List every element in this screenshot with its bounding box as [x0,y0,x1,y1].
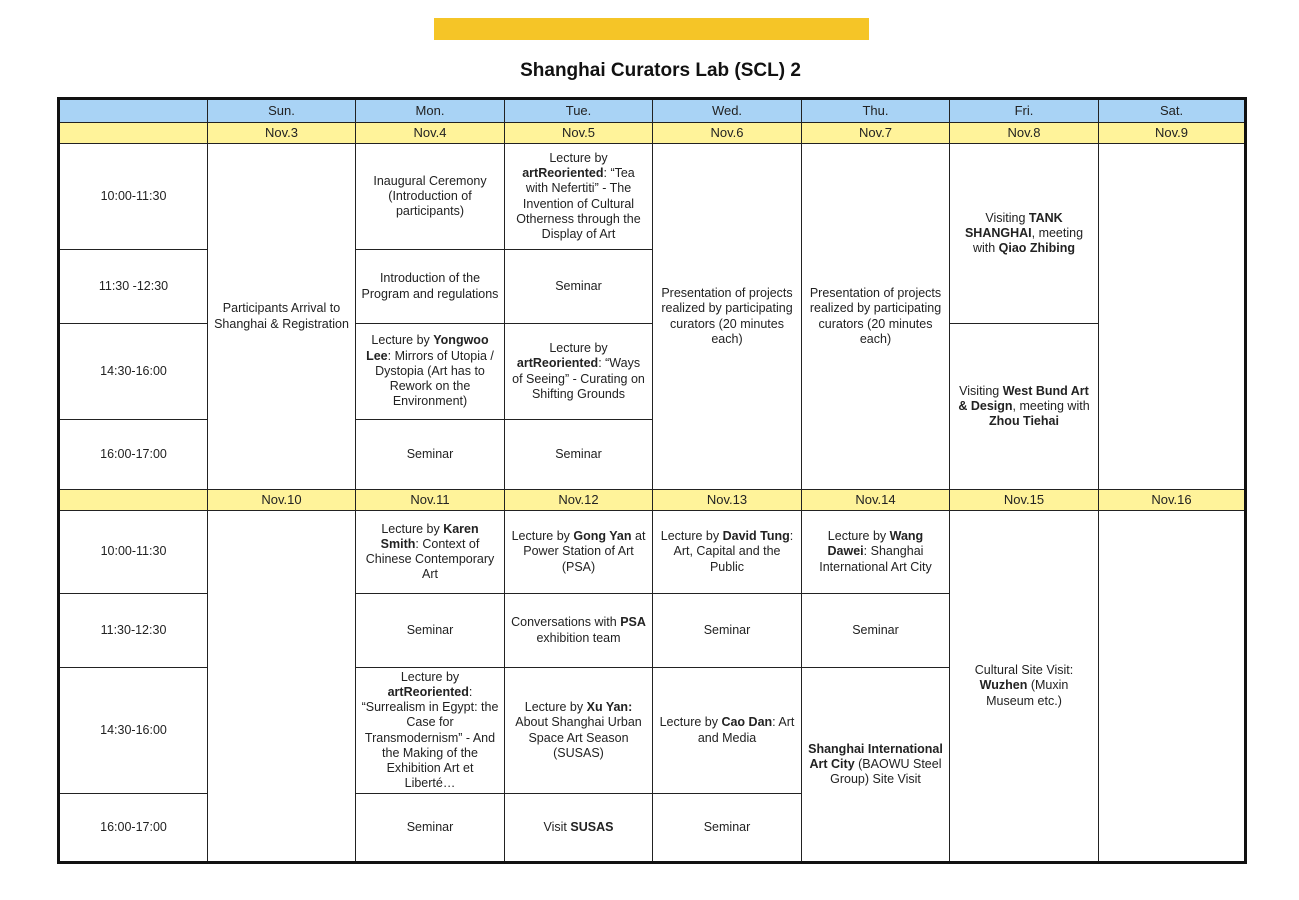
event-cell: Lecture by David Tung: Art, Capital and the Public [653,511,802,594]
event-cell: Seminar [653,594,802,668]
event-cell-empty [1099,144,1246,490]
event-cell: Inaugural Ceremony (Introduction of participants) [356,144,505,250]
event-cell: Lecture by Gong Yan at Power Station of Art (PSA) [505,511,653,594]
date-cell: Nov.16 [1099,490,1246,511]
event-cell: Conversations with PSA exhibition team [505,594,653,668]
date-cell: Nov.6 [653,123,802,144]
event-cell: Visiting West Bund Art & Design, meeting with Zhou Tiehai [950,324,1099,490]
date-cell: Nov.4 [356,123,505,144]
event-cell: Seminar [356,794,505,863]
date-corner [59,123,208,144]
schedule-table [57,97,1247,864]
event-cell: Shanghai International Art City (BAOWU Steel Group) Site Visit [802,668,950,863]
day-header: Mon. [356,99,505,123]
time-slot: 11:30 -12:30 [59,250,208,324]
date-cell: Nov.14 [802,490,950,511]
date-cell: Nov.12 [505,490,653,511]
table-row [59,511,1246,594]
event-cell: Seminar [356,420,505,490]
day-header: Fri. [950,99,1099,123]
top-banner-bar [434,18,869,40]
time-slot: 16:00-17:00 [59,420,208,490]
time-slot: 10:00-11:30 [59,511,208,594]
time-slot: 16:00-17:00 [59,794,208,863]
event-cell: Seminar [505,420,653,490]
event-cell: Seminar [653,794,802,863]
event-cell: Lecture by Wang Dawei: Shanghai International Art City [802,511,950,594]
event-cell: Visiting TANK SHANGHAI, meeting with Qiao Zhibing [950,144,1099,324]
page-title: Shanghai Curators Lab (SCL) 2 [520,60,801,81]
date-row-week1 [59,123,1246,144]
event-cell-empty [208,511,356,863]
date-cell: Nov.9 [1099,123,1246,144]
date-corner [59,490,208,511]
event-cell: Seminar [356,594,505,668]
day-header: Wed. [653,99,802,123]
event-cell: Seminar [505,250,653,324]
date-cell: Nov.10 [208,490,356,511]
event-cell: Lecture by Yongwoo Lee: Mirrors of Utopia / Dystopia (Art has to Rework on the Environment) [356,324,505,420]
day-header: Thu. [802,99,950,123]
date-cell: Nov.7 [802,123,950,144]
time-slot: 11:30-12:30 [59,594,208,668]
date-row-week2 [59,490,1246,511]
event-cell: Lecture by artReoriented: “Ways of Seeing” - Curating on Shifting Grounds [505,324,653,420]
date-cell: Nov.15 [950,490,1099,511]
time-slot: 14:30-16:00 [59,668,208,794]
event-cell: Participants Arrival to Shanghai & Registration [208,144,356,490]
time-slot: 10:00-11:30 [59,144,208,250]
event-cell: Lecture by Cao Dan: Art and Media [653,668,802,794]
date-cell: Nov.13 [653,490,802,511]
table-row [59,144,1246,250]
event-cell: Presentation of projects realized by participating curators (20 minutes each) [802,144,950,490]
event-cell: Seminar [802,594,950,668]
date-cell: Nov.8 [950,123,1099,144]
event-cell: Cultural Site Visit: Wuzhen (Muxin Museum etc.) [950,511,1099,863]
event-cell: Introduction of the Program and regulations [356,250,505,324]
day-header-row [59,99,1246,123]
event-cell: Lecture by Xu Yan: About Shanghai Urban Space Art Season (SUSAS) [505,668,653,794]
date-cell: Nov.11 [356,490,505,511]
event-cell: Visit SUSAS [505,794,653,863]
day-header: Tue. [505,99,653,123]
event-cell: Presentation of projects realized by participating curators (20 minutes each) [653,144,802,490]
day-header: Sat. [1099,99,1246,123]
corner-cell [59,99,208,123]
event-cell: Lecture by artReoriented: “Tea with Nefertiti” - The Invention of Cultural Otherness through the Display of Art [505,144,653,250]
event-cell: Lecture by artReoriented: “Surrealism in Egypt: the Case for Transmodernism” - And the Making of the Exhibition Art et Liberté… [356,668,505,794]
event-cell: Lecture by Karen Smith: Context of Chinese Contemporary Art [356,511,505,594]
date-cell: Nov.3 [208,123,356,144]
day-header: Sun. [208,99,356,123]
time-slot: 14:30-16:00 [59,324,208,420]
date-cell: Nov.5 [505,123,653,144]
event-cell-empty [1099,511,1246,863]
